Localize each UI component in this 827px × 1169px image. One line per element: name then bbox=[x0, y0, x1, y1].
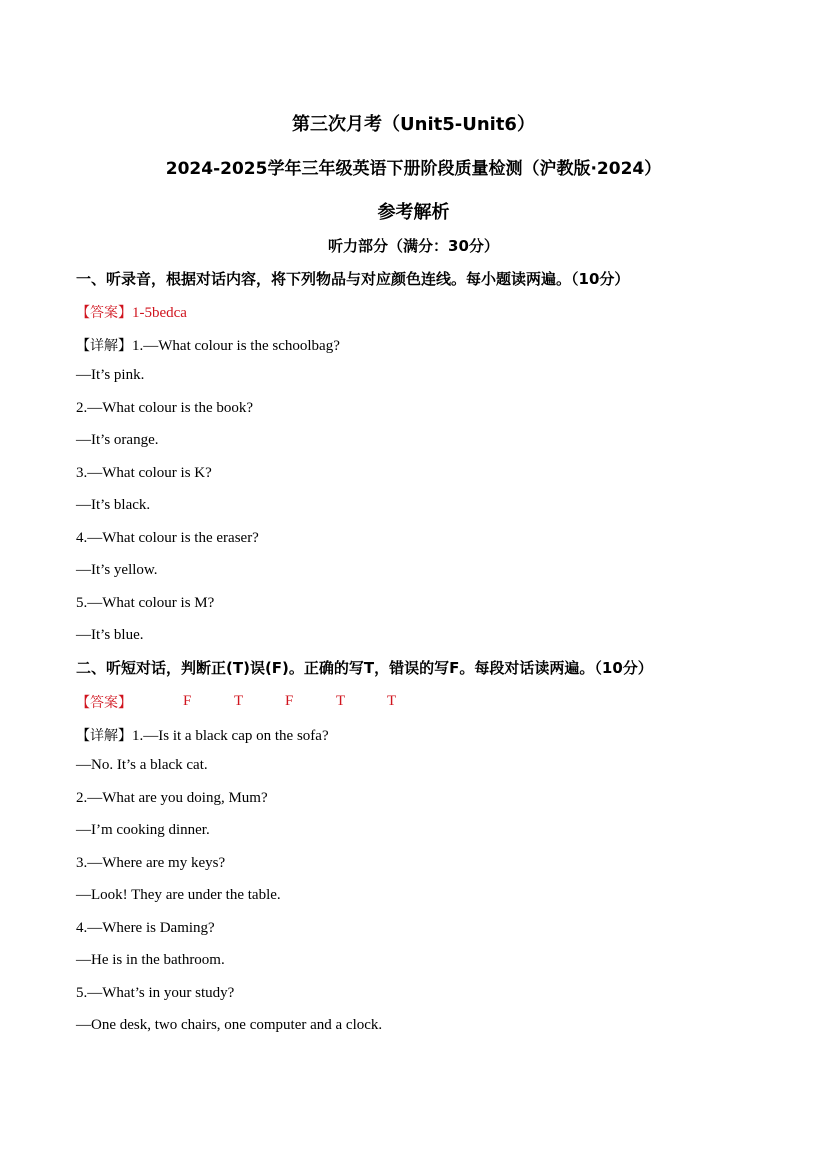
part2-answer-3: F bbox=[285, 693, 294, 709]
part1-answer-label: 【答案】 bbox=[76, 305, 132, 321]
part1-line-1: 1.—What colour is the schoolbag? bbox=[132, 338, 340, 354]
part2-line-3: 2.—What are you doing, Mum? bbox=[76, 790, 268, 806]
part2-answer-4: T bbox=[336, 693, 346, 709]
part2-answer-1: F bbox=[183, 693, 192, 709]
part1-line-6: —It’s black. bbox=[76, 497, 151, 513]
part2-detail-label: 【详解】 bbox=[76, 728, 132, 744]
part2-line-5: 3.—Where are my keys? bbox=[76, 855, 226, 871]
document-title: 第三次月考（Unit5-Unit6） bbox=[292, 114, 535, 135]
part1-line-4: —It’s orange. bbox=[76, 432, 159, 448]
part1-line-7: 4.—What colour is the eraser? bbox=[76, 530, 259, 546]
part2-heading: 二、听短对话，判断正(T)误(F)。正确的写T，错误的写F。每段对话读两遍。（10分） bbox=[76, 659, 653, 677]
document-label: 参考解析 bbox=[377, 202, 450, 223]
part1-answer bbox=[76, 302, 187, 322]
part2-detail-line bbox=[76, 725, 329, 745]
part2-line-1: 1.—Is it a black cap on the sofa? bbox=[132, 728, 329, 744]
part2-line-7: 4.—Where is Daming? bbox=[76, 920, 215, 936]
part2-line-9: 5.—What’s in your study? bbox=[76, 985, 235, 1001]
part1-answer-value: 1-5bedca bbox=[132, 305, 187, 321]
part1-detail-label: 【详解】 bbox=[76, 338, 132, 354]
section-label: 听力部分（满分：30分） bbox=[328, 237, 499, 255]
part2-answer-values bbox=[183, 693, 438, 710]
part1-line-9: 5.—What colour is M? bbox=[76, 595, 215, 611]
part2-answer-2: T bbox=[234, 693, 244, 709]
part2-answer-5: T bbox=[387, 693, 397, 709]
document-subtitle: 2024-2025学年三年级英语下册阶段质量检测（沪教版·2024） bbox=[165, 159, 662, 179]
part1-heading: 一、听录音，根据对话内容，将下列物品与对应颜色连线。每小题读两遍。（10分） bbox=[76, 270, 630, 288]
part2-answer-label: 【答案】 bbox=[76, 695, 132, 711]
part2-line-8: —He is in the bathroom. bbox=[76, 952, 225, 968]
part1-line-10: —It’s blue. bbox=[76, 627, 144, 643]
part1-line-3: 2.—What colour is the book? bbox=[76, 400, 254, 416]
part2-line-10: —One desk, two chairs, one computer and a clock. bbox=[76, 1017, 383, 1033]
part1-detail-line bbox=[76, 335, 340, 355]
part1-line-5: 3.—What colour is K? bbox=[76, 465, 212, 481]
part1-line-2: —It’s pink. bbox=[76, 367, 145, 383]
part2-line-6: —Look! They are under the table. bbox=[76, 887, 281, 903]
part2-line-2: —No. It’s a black cat. bbox=[76, 757, 208, 773]
part2-answer bbox=[76, 692, 132, 712]
part2-line-4: —I’m cooking dinner. bbox=[76, 822, 210, 838]
part1-line-8: —It’s yellow. bbox=[76, 562, 158, 578]
